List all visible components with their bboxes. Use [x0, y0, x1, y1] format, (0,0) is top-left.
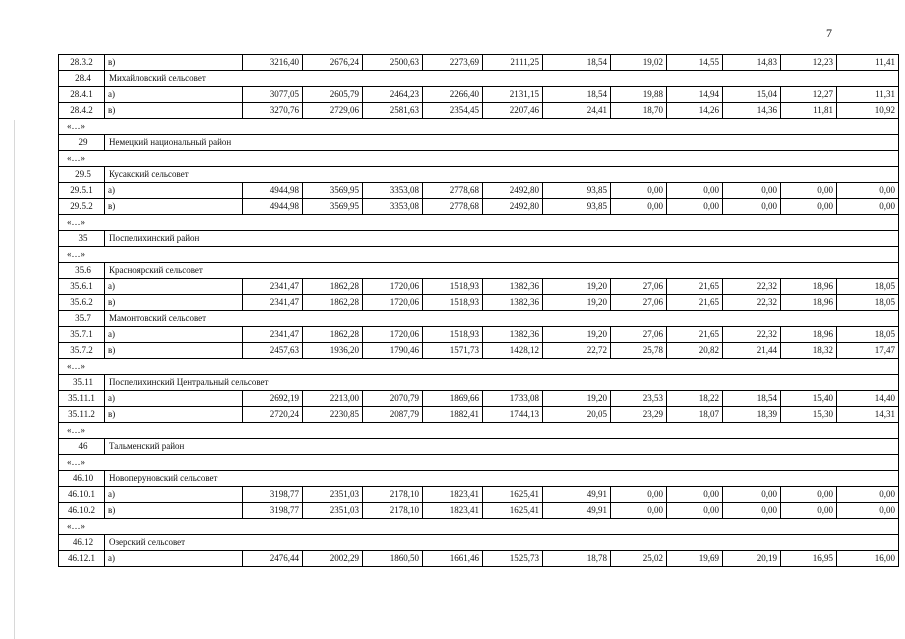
row-code: 28.4.2: [59, 103, 105, 119]
value-cell: 0,00: [781, 487, 837, 503]
value-cell: 2111,25: [483, 55, 543, 71]
table-row: [59, 103, 899, 119]
omission-row: [59, 519, 899, 535]
section-title: Поспелихинский Центральный сельсовет: [105, 375, 899, 391]
row-code: 28.4.1: [59, 87, 105, 103]
value-cell: 0,00: [837, 503, 899, 519]
value-cell: 0,00: [837, 199, 899, 215]
row-variant: в): [105, 407, 243, 423]
value-cell: 4944,98: [243, 183, 303, 199]
value-cell: 2207,46: [483, 103, 543, 119]
value-cell: 15,40: [781, 391, 837, 407]
value-cell: 18,78: [543, 551, 611, 567]
row-code: 46.12.1: [59, 551, 105, 567]
value-cell: 14,26: [667, 103, 723, 119]
section-title: Немецкий национальный район: [105, 135, 899, 151]
value-cell: 3353,08: [363, 199, 423, 215]
value-cell: 2492,80: [483, 183, 543, 199]
value-cell: 14,40: [837, 391, 899, 407]
omission-marker: «…»: [59, 359, 899, 375]
value-cell: 1720,06: [363, 279, 423, 295]
row-variant: в): [105, 55, 243, 71]
value-cell: 24,41: [543, 103, 611, 119]
value-cell: 18,07: [667, 407, 723, 423]
value-cell: 1744,13: [483, 407, 543, 423]
omission-row: [59, 455, 899, 471]
omission-row: [59, 247, 899, 263]
value-cell: 2351,03: [303, 503, 363, 519]
value-cell: 14,94: [667, 87, 723, 103]
value-cell: 18,39: [723, 407, 781, 423]
value-cell: 27,06: [611, 295, 667, 311]
value-cell: 1862,28: [303, 327, 363, 343]
value-cell: 2341,47: [243, 327, 303, 343]
value-cell: 2230,85: [303, 407, 363, 423]
value-cell: 18,96: [781, 295, 837, 311]
section-heading-row: [59, 311, 899, 327]
value-cell: 16,95: [781, 551, 837, 567]
value-cell: 3569,95: [303, 183, 363, 199]
table-row: [59, 503, 899, 519]
value-cell: 0,00: [667, 503, 723, 519]
row-variant: а): [105, 327, 243, 343]
table-row: [59, 183, 899, 199]
value-cell: 1518,93: [423, 327, 483, 343]
value-cell: 21,65: [667, 279, 723, 295]
value-cell: 2729,06: [303, 103, 363, 119]
value-cell: 2178,10: [363, 487, 423, 503]
value-cell: 12,23: [781, 55, 837, 71]
section-heading-row: [59, 71, 899, 87]
table-body: [59, 55, 899, 567]
value-cell: 2341,47: [243, 279, 303, 295]
value-cell: 2266,40: [423, 87, 483, 103]
value-cell: 3270,76: [243, 103, 303, 119]
value-cell: 18,96: [781, 279, 837, 295]
value-cell: 49,91: [543, 487, 611, 503]
value-cell: 1733,08: [483, 391, 543, 407]
value-cell: 27,06: [611, 279, 667, 295]
omission-marker: «…»: [59, 119, 899, 135]
value-cell: 2778,68: [423, 199, 483, 215]
section-code: 35: [59, 231, 105, 247]
row-code: 46.10.2: [59, 503, 105, 519]
value-cell: 0,00: [837, 487, 899, 503]
section-code: 35.7: [59, 311, 105, 327]
value-cell: 19,20: [543, 279, 611, 295]
row-variant: а): [105, 551, 243, 567]
value-cell: 49,91: [543, 503, 611, 519]
value-cell: 93,85: [543, 183, 611, 199]
row-code: 46.10.1: [59, 487, 105, 503]
value-cell: 19,88: [611, 87, 667, 103]
value-cell: 1382,36: [483, 295, 543, 311]
value-cell: 15,30: [781, 407, 837, 423]
value-cell: 23,29: [611, 407, 667, 423]
table-row: [59, 391, 899, 407]
omission-marker: «…»: [59, 215, 899, 231]
value-cell: 18,05: [837, 279, 899, 295]
value-cell: 2341,47: [243, 295, 303, 311]
value-cell: 11,31: [837, 87, 899, 103]
value-cell: 0,00: [723, 503, 781, 519]
table-row: [59, 87, 899, 103]
value-cell: 3077,05: [243, 87, 303, 103]
value-cell: 0,00: [611, 199, 667, 215]
section-code: 46.12: [59, 535, 105, 551]
row-code: 35.6.1: [59, 279, 105, 295]
value-cell: 2354,45: [423, 103, 483, 119]
value-cell: 0,00: [781, 183, 837, 199]
value-cell: 1571,73: [423, 343, 483, 359]
value-cell: 2178,10: [363, 503, 423, 519]
omission-row: [59, 423, 899, 439]
page-number: 7: [826, 26, 832, 40]
value-cell: 2273,69: [423, 55, 483, 71]
value-cell: 0,00: [723, 183, 781, 199]
value-cell: 2476,44: [243, 551, 303, 567]
value-cell: 0,00: [667, 183, 723, 199]
row-code: 35.7.2: [59, 343, 105, 359]
row-code: 35.7.1: [59, 327, 105, 343]
value-cell: 18,54: [723, 391, 781, 407]
value-cell: 0,00: [723, 199, 781, 215]
value-cell: 18,22: [667, 391, 723, 407]
value-cell: 1720,06: [363, 295, 423, 311]
value-cell: 2464,23: [363, 87, 423, 103]
value-cell: 22,32: [723, 295, 781, 311]
value-cell: 2581,63: [363, 103, 423, 119]
section-code: 46.10: [59, 471, 105, 487]
table-row: [59, 551, 899, 567]
value-cell: 2002,29: [303, 551, 363, 567]
value-cell: 16,00: [837, 551, 899, 567]
value-cell: 20,05: [543, 407, 611, 423]
value-cell: 22,72: [543, 343, 611, 359]
value-cell: 0,00: [611, 183, 667, 199]
table-row: [59, 343, 899, 359]
value-cell: 19,20: [543, 391, 611, 407]
row-code: 35.11.1: [59, 391, 105, 407]
value-cell: 1428,12: [483, 343, 543, 359]
section-title: Озерский сельсовет: [105, 535, 899, 551]
value-cell: 1382,36: [483, 327, 543, 343]
section-code: 35.11: [59, 375, 105, 391]
row-code: 28.3.2: [59, 55, 105, 71]
section-title: Поспелихинский район: [105, 231, 899, 247]
section-heading-row: [59, 263, 899, 279]
value-cell: 2500,63: [363, 55, 423, 71]
value-cell: 14,36: [723, 103, 781, 119]
value-cell: 18,05: [837, 327, 899, 343]
value-cell: 23,53: [611, 391, 667, 407]
value-cell: 14,83: [723, 55, 781, 71]
table-row: [59, 407, 899, 423]
table-row: [59, 279, 899, 295]
row-variant: в): [105, 343, 243, 359]
row-variant: в): [105, 103, 243, 119]
value-cell: 22,32: [723, 279, 781, 295]
value-cell: 1823,41: [423, 487, 483, 503]
value-cell: 1525,73: [483, 551, 543, 567]
value-cell: 1862,28: [303, 279, 363, 295]
value-cell: 22,32: [723, 327, 781, 343]
row-variant: в): [105, 199, 243, 215]
row-code: 29.5.2: [59, 199, 105, 215]
omission-marker: «…»: [59, 455, 899, 471]
value-cell: 93,85: [543, 199, 611, 215]
omission-marker: «…»: [59, 151, 899, 167]
value-cell: 3198,77: [243, 503, 303, 519]
page-margin-line: [14, 120, 15, 639]
value-cell: 10,92: [837, 103, 899, 119]
value-cell: 1518,93: [423, 295, 483, 311]
value-cell: 2692,19: [243, 391, 303, 407]
value-cell: 4944,98: [243, 199, 303, 215]
value-cell: 0,00: [781, 503, 837, 519]
value-cell: 19,02: [611, 55, 667, 71]
value-cell: 14,31: [837, 407, 899, 423]
omission-row: [59, 119, 899, 135]
table-row: [59, 199, 899, 215]
value-cell: 2492,80: [483, 199, 543, 215]
value-cell: 1518,93: [423, 279, 483, 295]
omission-row: [59, 151, 899, 167]
value-cell: 3198,77: [243, 487, 303, 503]
value-cell: 1823,41: [423, 503, 483, 519]
value-cell: 25,02: [611, 551, 667, 567]
value-cell: 1936,20: [303, 343, 363, 359]
value-cell: 12,27: [781, 87, 837, 103]
value-cell: 18,54: [543, 87, 611, 103]
row-variant: а): [105, 87, 243, 103]
value-cell: 1862,28: [303, 295, 363, 311]
value-cell: 1790,46: [363, 343, 423, 359]
value-cell: 1860,50: [363, 551, 423, 567]
value-cell: 3353,08: [363, 183, 423, 199]
section-heading-row: [59, 439, 899, 455]
value-cell: 0,00: [611, 487, 667, 503]
section-title: Тальменский район: [105, 439, 899, 455]
section-heading-row: [59, 135, 899, 151]
value-cell: 11,81: [781, 103, 837, 119]
value-cell: 1382,36: [483, 279, 543, 295]
value-cell: 19,20: [543, 295, 611, 311]
value-cell: 20,82: [667, 343, 723, 359]
section-heading-row: [59, 535, 899, 551]
value-cell: 3216,40: [243, 55, 303, 71]
table-row: [59, 295, 899, 311]
row-variant: в): [105, 295, 243, 311]
value-cell: 0,00: [723, 487, 781, 503]
omission-marker: «…»: [59, 423, 899, 439]
table-row: [59, 487, 899, 503]
value-cell: 19,69: [667, 551, 723, 567]
value-cell: 19,20: [543, 327, 611, 343]
row-variant: а): [105, 183, 243, 199]
value-cell: 0,00: [667, 487, 723, 503]
row-code: 35.11.2: [59, 407, 105, 423]
value-cell: 0,00: [611, 503, 667, 519]
omission-row: [59, 215, 899, 231]
row-code: 35.6.2: [59, 295, 105, 311]
value-cell: 2087,79: [363, 407, 423, 423]
tariff-table: [58, 54, 899, 567]
value-cell: 27,06: [611, 327, 667, 343]
value-cell: 1661,46: [423, 551, 483, 567]
value-cell: 11,41: [837, 55, 899, 71]
section-code: 35.6: [59, 263, 105, 279]
value-cell: 25,78: [611, 343, 667, 359]
section-heading-row: [59, 375, 899, 391]
value-cell: 18,05: [837, 295, 899, 311]
value-cell: 2213,00: [303, 391, 363, 407]
row-variant: а): [105, 391, 243, 407]
value-cell: 2070,79: [363, 391, 423, 407]
value-cell: 18,96: [781, 327, 837, 343]
row-variant: а): [105, 279, 243, 295]
value-cell: 14,55: [667, 55, 723, 71]
value-cell: 1625,41: [483, 503, 543, 519]
value-cell: 3569,95: [303, 199, 363, 215]
row-variant: а): [105, 487, 243, 503]
value-cell: 1869,66: [423, 391, 483, 407]
omission-marker: «…»: [59, 247, 899, 263]
value-cell: 2351,03: [303, 487, 363, 503]
value-cell: 21,65: [667, 295, 723, 311]
section-code: 29.5: [59, 167, 105, 183]
value-cell: 17,47: [837, 343, 899, 359]
table-row: [59, 327, 899, 343]
omission-row: [59, 359, 899, 375]
value-cell: 18,70: [611, 103, 667, 119]
section-title: Красноярский сельсовет: [105, 263, 899, 279]
section-title: Новоперуновский сельсовет: [105, 471, 899, 487]
table-row: [59, 55, 899, 71]
value-cell: 2720,24: [243, 407, 303, 423]
value-cell: 21,44: [723, 343, 781, 359]
section-code: 28.4: [59, 71, 105, 87]
section-code: 29: [59, 135, 105, 151]
omission-marker: «…»: [59, 519, 899, 535]
value-cell: 15,04: [723, 87, 781, 103]
value-cell: 21,65: [667, 327, 723, 343]
section-title: Кусакский сельсовет: [105, 167, 899, 183]
value-cell: 2457,63: [243, 343, 303, 359]
row-code: 29.5.1: [59, 183, 105, 199]
value-cell: 0,00: [837, 183, 899, 199]
value-cell: 2605,79: [303, 87, 363, 103]
value-cell: 2676,24: [303, 55, 363, 71]
section-heading-row: [59, 471, 899, 487]
value-cell: 0,00: [667, 199, 723, 215]
section-heading-row: [59, 167, 899, 183]
section-title: Мамонтовский сельсовет: [105, 311, 899, 327]
row-variant: в): [105, 503, 243, 519]
value-cell: 0,00: [781, 199, 837, 215]
value-cell: 18,32: [781, 343, 837, 359]
value-cell: 20,19: [723, 551, 781, 567]
value-cell: 1625,41: [483, 487, 543, 503]
section-title: Михайловский сельсовет: [105, 71, 899, 87]
value-cell: 1882,41: [423, 407, 483, 423]
value-cell: 1720,06: [363, 327, 423, 343]
section-code: 46: [59, 439, 105, 455]
section-heading-row: [59, 231, 899, 247]
value-cell: 2778,68: [423, 183, 483, 199]
value-cell: 2131,15: [483, 87, 543, 103]
value-cell: 18,54: [543, 55, 611, 71]
